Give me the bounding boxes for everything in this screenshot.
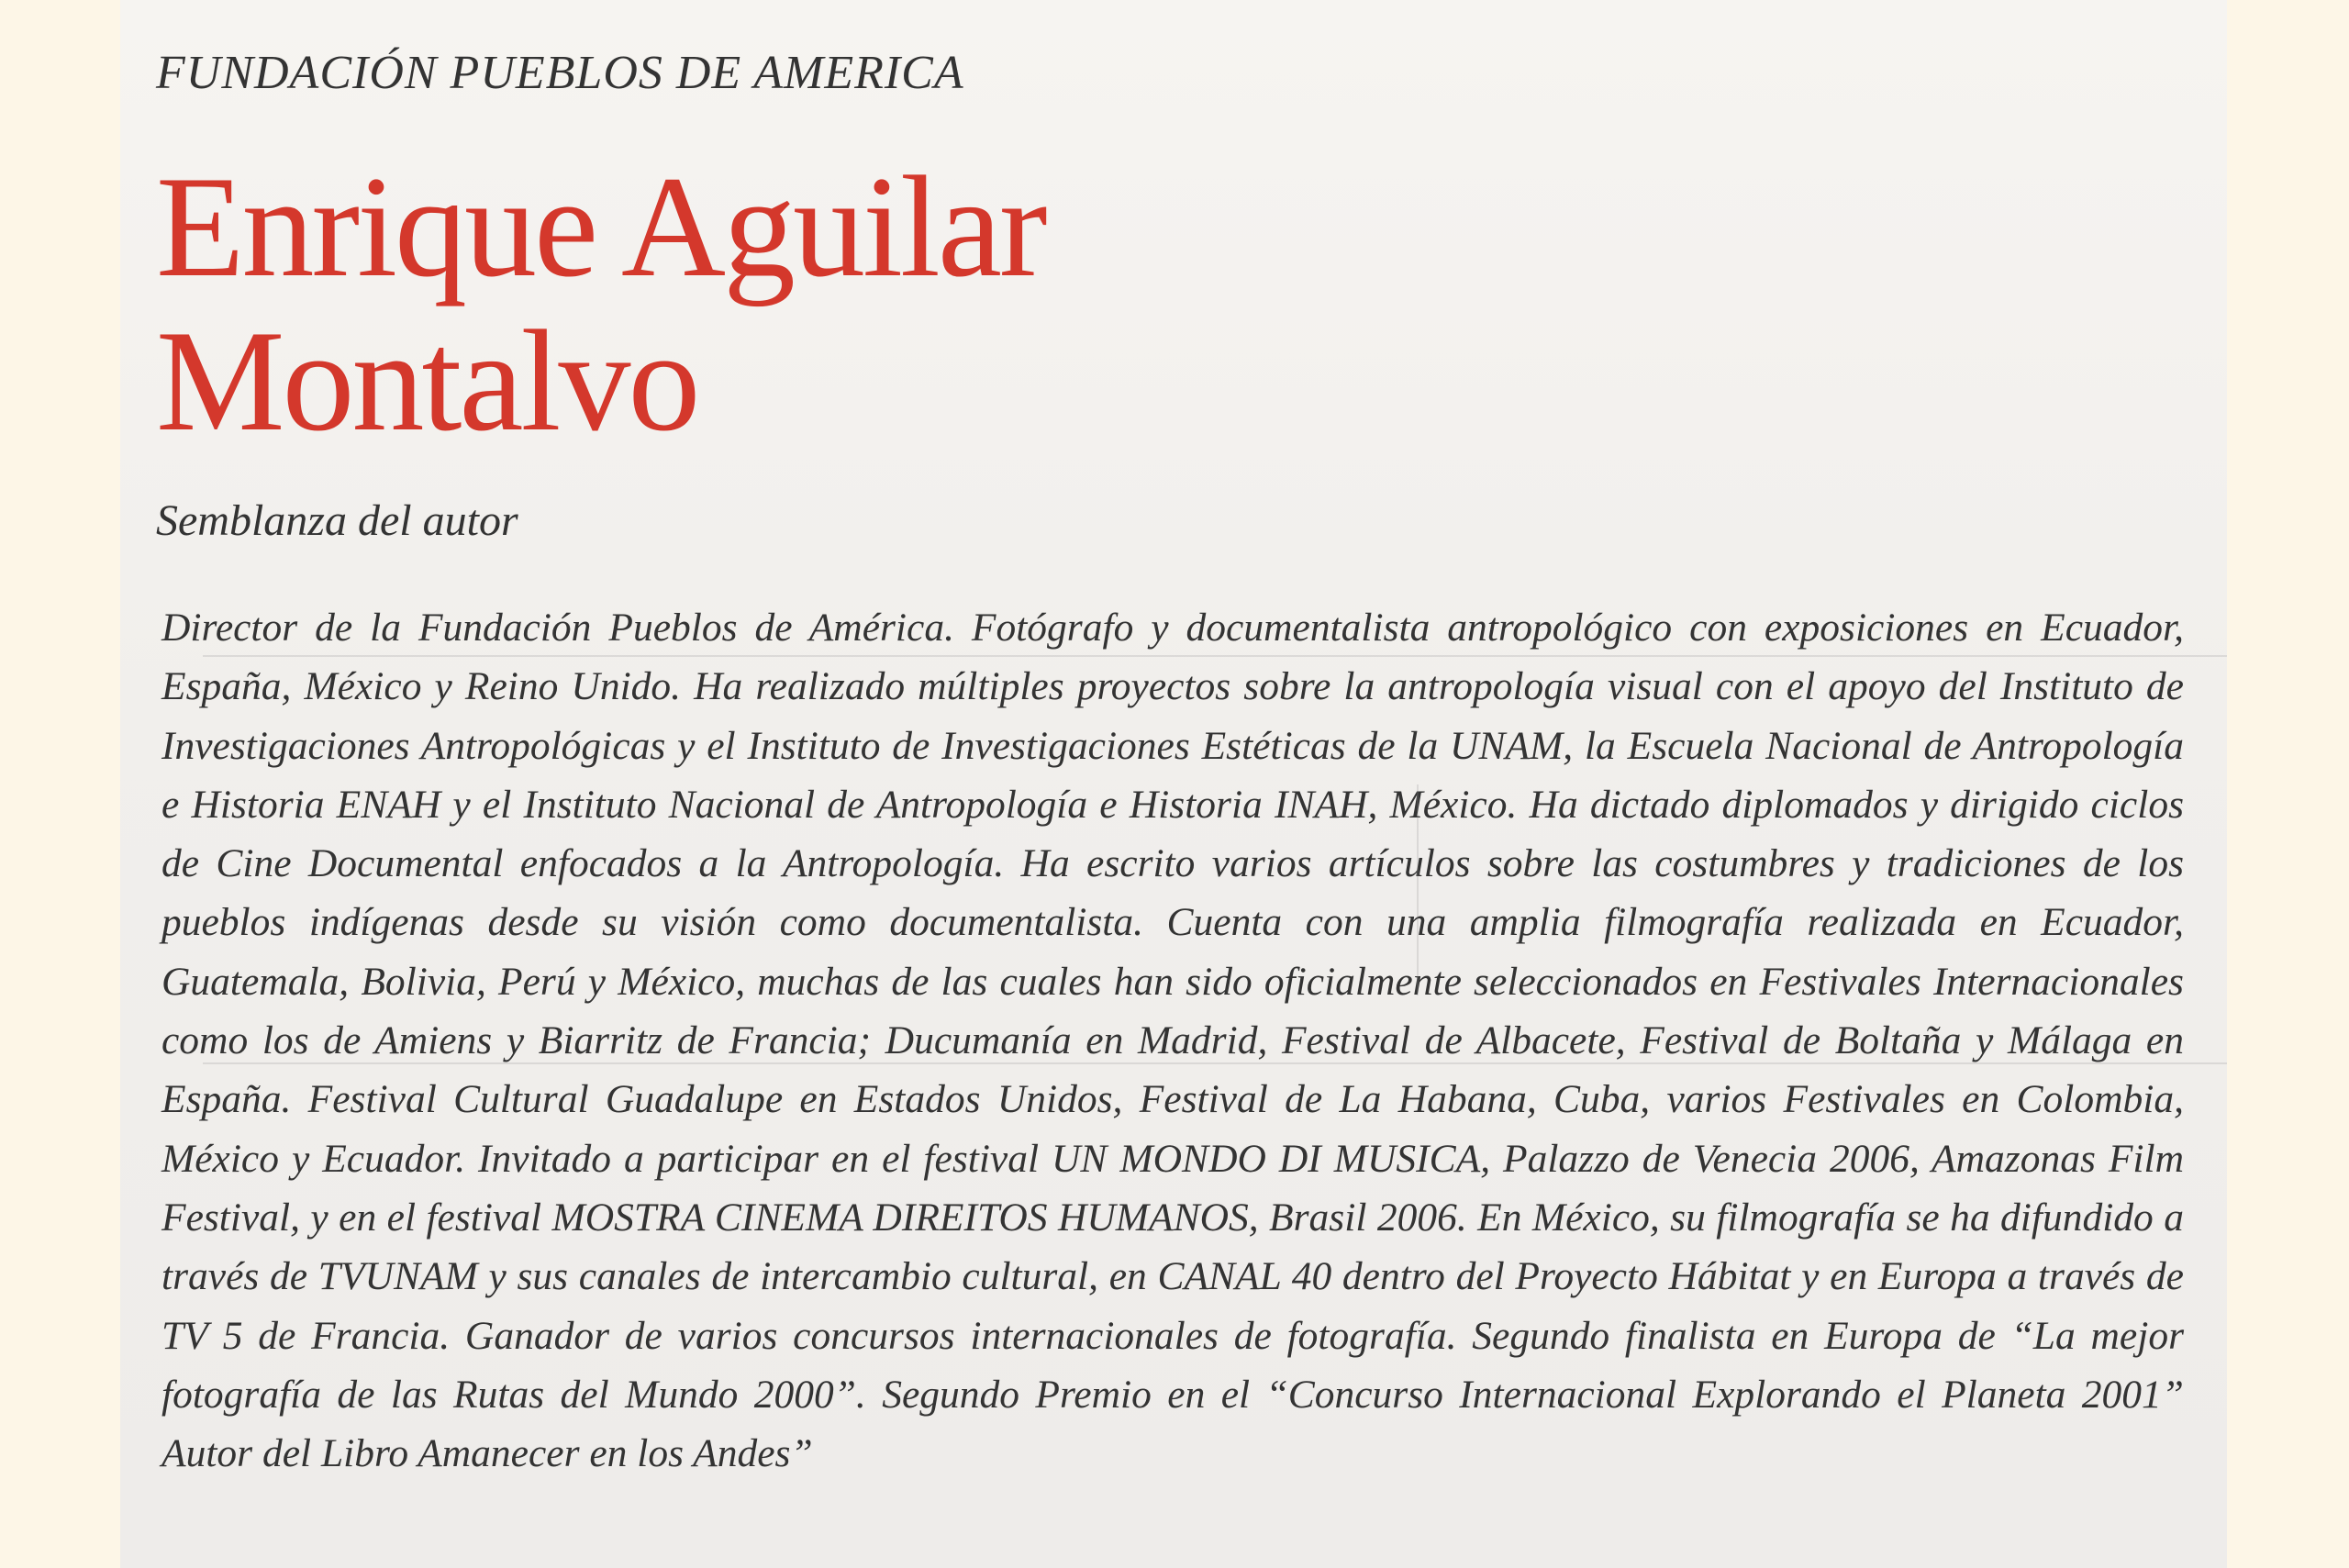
foundation-name: FUNDACIÓN PUEBLOS DE AMERICA [156, 47, 964, 99]
document-page [120, 0, 2227, 1568]
faint-vertical-rule [1417, 784, 1419, 995]
author-name-line-2: Montalvo [156, 301, 698, 462]
author-biography: Director de la Fundación Pueblos de América. Fotógrafo y documentalista antropológico con exposiciones en Ecuador, España, México y Reino Unido. Ha realizado múltiples proyectos sobre la antropología visual con el apoyo del Instituto de Investigaciones Antropológicas y el Instituto de Investigaciones Estéticas de la UNAM, la Escuela Nacional de Antropología e Historia ENAH y el Instituto Nacional de Antropología e Historia INAH, México. Ha dictado diplomados y dirigido ciclos de Cine Documental enfocados a la Antropología. Ha escrito varios artículos sobre las costumbres y tradiciones de los pueblos indígenas desde su visión como documentalista. Cuenta con una amplia filmografía realizada en Ecuador, Guatemala, Bolivia, Perú y México, muchas de las cuales han sido oficialmente seleccionados en Festivales Internacionales como los de Amiens y Biarritz de Francia; Ducumanía en Madrid, Festival de Albacete, Festival de Boltaña y Málaga en España. Festival Cultural Guadalupe en Estados Unidos, Festival de La Habana, Cuba, varios Festivales en Colombia, México y Ecuador. Invitado a participar en el festival UN MONDO DI MUSICA, Palazzo de Venecia 2006, Amazonas Film Festival, y en el festival MOSTRA CINEMA DIREITOS HUMANOS, Brasil 2006. En México, su filmografía se ha difundido a través de TVUNAM y sus canales de intercambio cultural, en CANAL 40 dentro del Proyecto Hábitat y en Europa a través de TV 5 de Francia. Ganador de varios concursos internacionales de fotografía. Segundo finalista en Europa de “La mejor fotografía de las Rutas del Mundo 2000”. Segundo Premio en el “Concurso Internacional Explorando el Planeta 2001” Autor del Libro Amanecer en los Andes” [161, 606, 2184, 1476]
section-subtitle: Semblanza del autor [156, 496, 518, 545]
author-name-line-1: Enrique Aguilar [156, 147, 1045, 307]
faint-horizontal-rule [203, 655, 2227, 657]
author-name [156, 147, 1045, 462]
faint-horizontal-rule [203, 1062, 2227, 1064]
